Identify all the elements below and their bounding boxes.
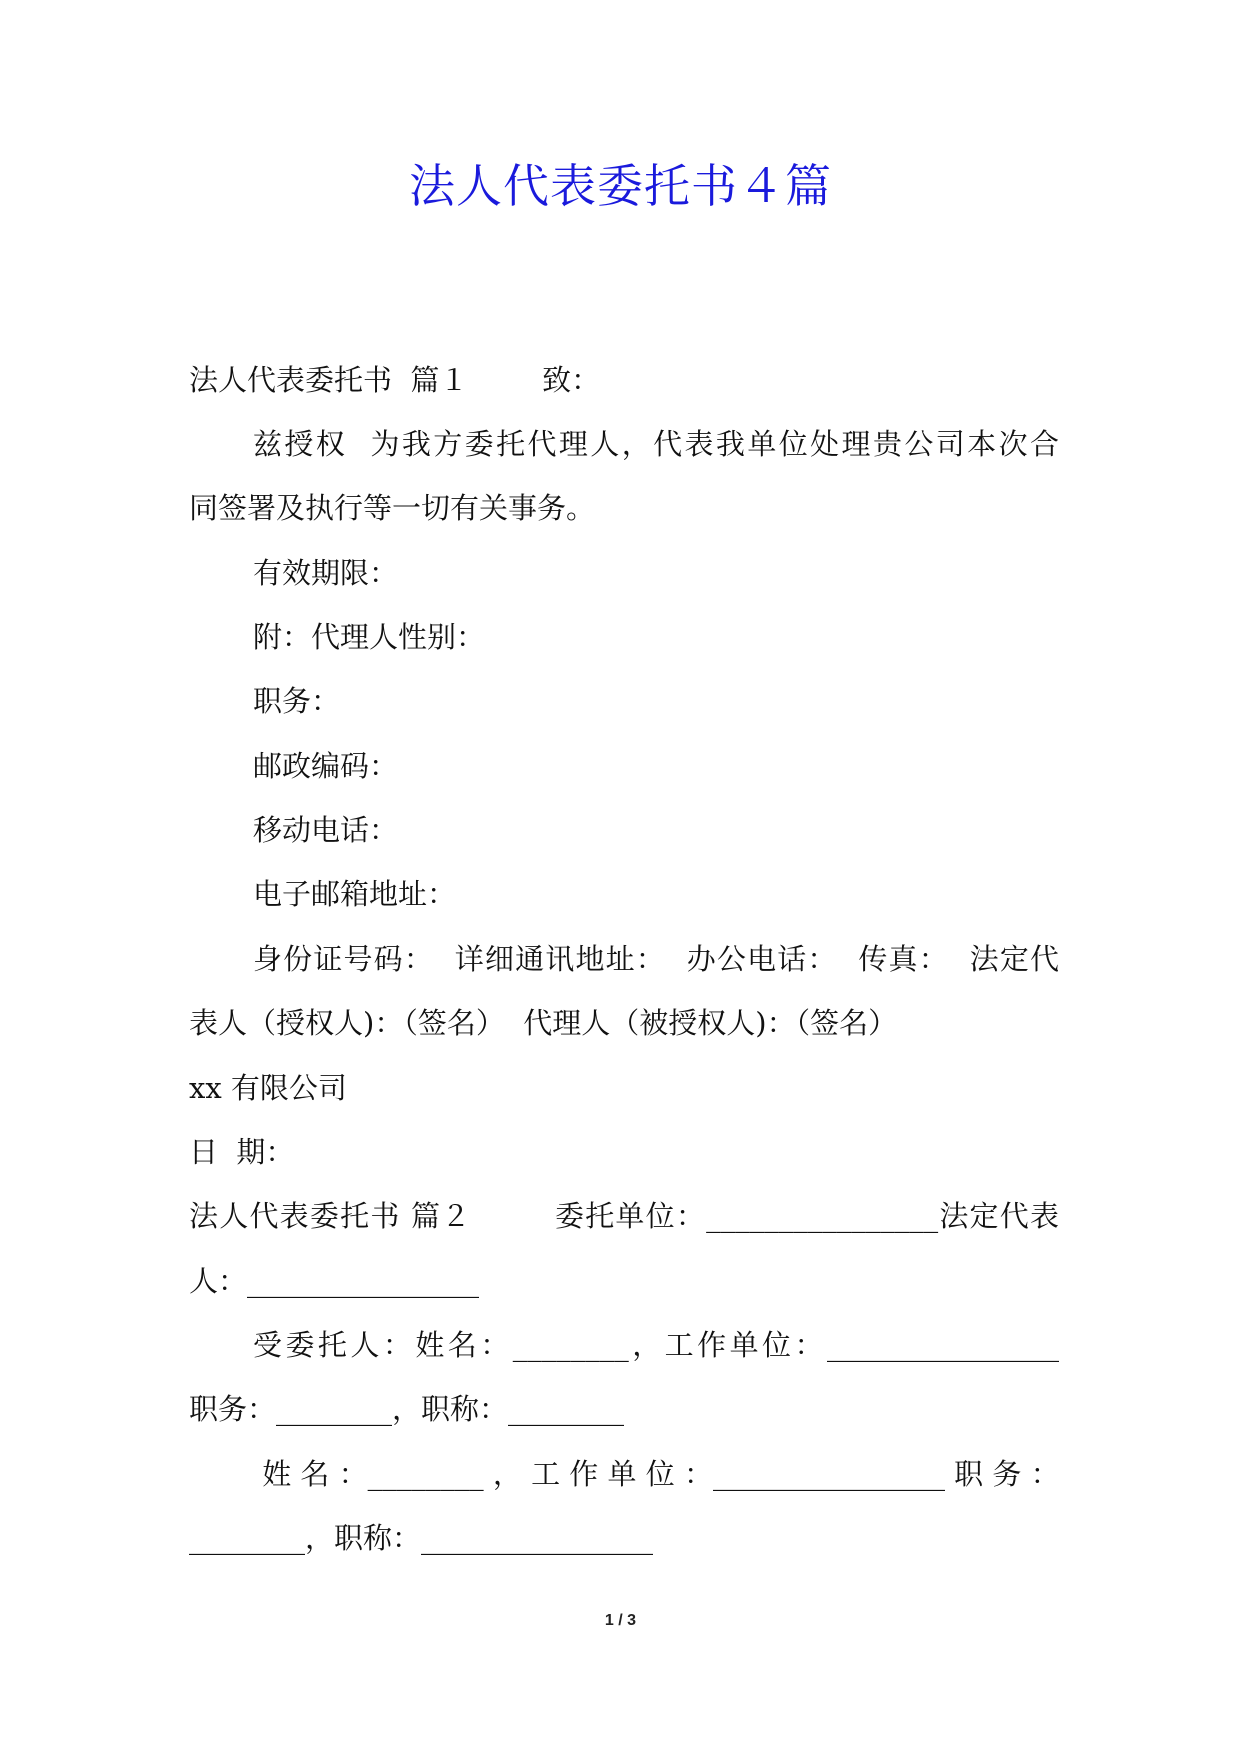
field-email: 电子邮箱地址：: [253, 877, 457, 911]
field-agent-gender: 附：代理人性别：: [253, 620, 486, 654]
paragraph-line: 表人（授权人)：（签名） 代理人（被授权人)：（签名）: [189, 1006, 898, 1040]
section-1-heading: 法人代表委托书 篇１ 致：: [189, 363, 601, 397]
field-position: 职务：: [253, 684, 341, 718]
paragraph-line: 人：________________: [189, 1264, 480, 1298]
paragraph-line: 身份证号码： 详细通讯地址： 办公电话： 传真： 法定代: [253, 942, 1059, 976]
paragraph-line: 同签署及执行等一切有关事务。: [189, 491, 596, 525]
paragraph-line: 姓 名 ：________ ， 工 作 单 位 ：________________ 职 务 ：: [253, 1457, 1060, 1491]
field-mobile-phone: 移动电话：: [253, 813, 399, 847]
paragraph-line: 职务：________，职称：________: [189, 1392, 625, 1426]
paragraph-line: 兹授权 为我方委托代理人，代表我单位处理贵公司本次合: [253, 427, 1059, 461]
paragraph-line: ________，职称：________________: [189, 1521, 654, 1555]
section-2-heading: 法人代表委托书 篇２ 委托单位：________________法定代表: [189, 1199, 1059, 1233]
paragraph-line: 受委托人：姓名：________，工作单位：________________: [253, 1328, 1059, 1362]
field-validity-period: 有效期限：: [253, 556, 399, 590]
document-title: 法人代表委托书４篇: [409, 159, 832, 213]
field-date: 日 期：: [189, 1135, 295, 1169]
company-name: xx 有限公司: [189, 1071, 347, 1105]
field-postal-code: 邮政编码：: [253, 749, 399, 783]
page-number: 1 / 3: [604, 1612, 637, 1629]
